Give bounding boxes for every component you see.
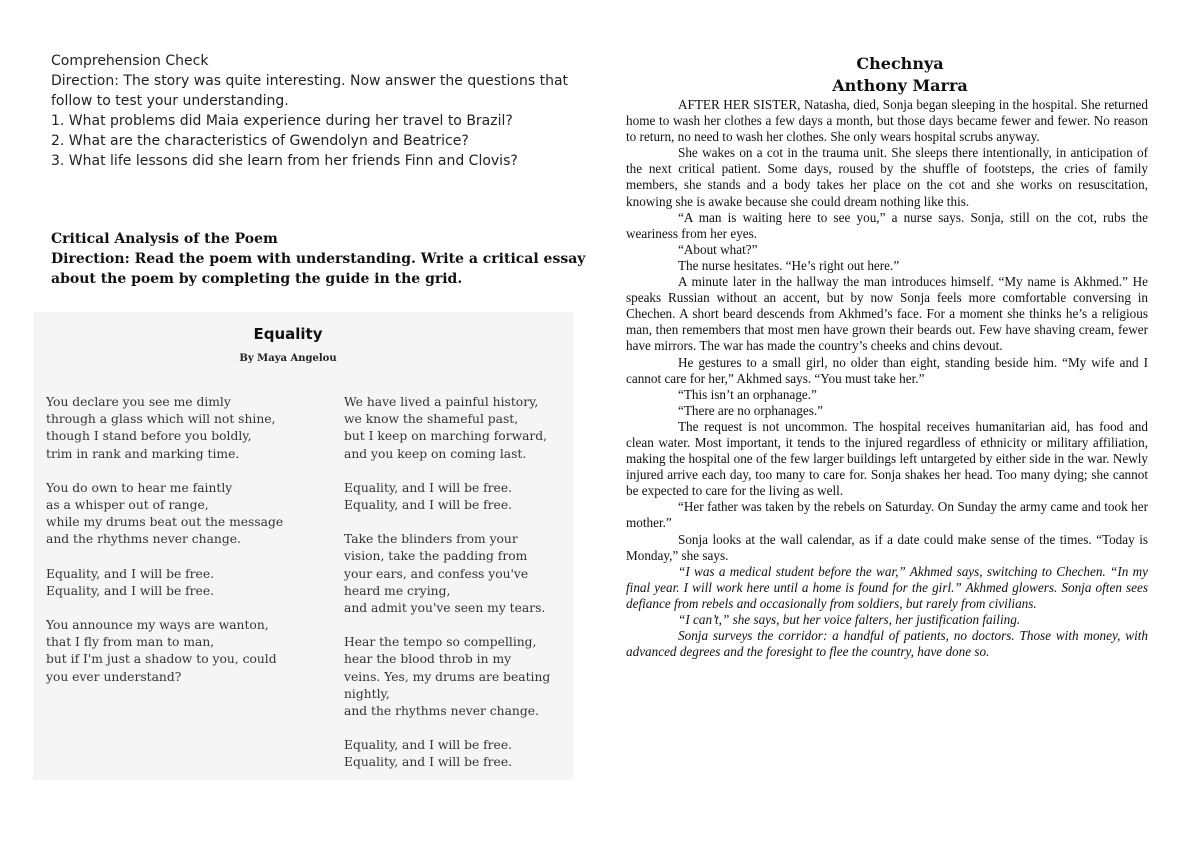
story-paragraph: AFTER HER SISTER, Natasha, died, Sonja began sleeping in the hospital. She returned home to wash her clothes a few days a month, but those days became fewer and fewer. No reason to return, no need to wash her clothes. She only wears hospital scrubs anyway.: [626, 97, 1148, 145]
poem-line: your ears, and confess you've: [344, 566, 529, 581]
poem-line: heard me crying,: [344, 583, 451, 598]
poem-column-left: [46, 394, 336, 703]
poem-line: You announce my ways are wanton,: [46, 618, 269, 633]
poem-line: hear the blood throb in my: [344, 652, 512, 667]
story-paragraph: A minute later in the hallway the man introduces himself. “My name is Akhmed.” He speaks Russian without an accent, but by now Sonja feels more comfortable conversing in Chechen. A short beard descends from Akhmed’s face. For a moment she thinks he’s a religious man, then remembers that most men have grown their beards out. Few have shaving cream, fewer have mirrors. The war has made the country’s cheeks and chins devout.: [626, 274, 1148, 354]
poem-line: and the rhythms never change.: [46, 532, 241, 547]
poem-line: Equality, and I will be free.: [344, 738, 513, 753]
poem-line: and admit you've seen my tears.: [344, 601, 546, 616]
poem-line: Equality, and I will be free.: [344, 755, 513, 770]
poem-author: By Maya Angelou: [239, 353, 337, 364]
story-paragraph: “This isn’t an orphanage.”: [678, 386, 817, 402]
story-paragraph: “Her father was taken by the rebels on Saturday. On Sunday the army came and took her mother.”: [626, 499, 1148, 531]
poem-line: Equality, and I will be free.: [46, 583, 215, 598]
poem-line: we know the shameful past,: [344, 412, 519, 427]
story-paragraph: “A man is waiting here to see you,” a nurse says. Sonja, still on the cot, rubs the weariness from her eyes.: [626, 209, 1148, 241]
poem-line: though I stand before you boldly,: [46, 429, 252, 444]
poem-line: You declare you see me dimly: [46, 395, 231, 409]
poem-column-right: [344, 394, 569, 789]
story-paragraph: The request is not uncommon. The hospital receives humanitarian aid, has food and clean water. Most important, it tends to the injured regardless of ethnicity or military affiliation, making the hospital one of the few larger buildings left untargeted by either side in the war. Newly injured arrive each day, too many to care for. Sonja shakes her head. Too many dying; she cannot be expected to care for the living as well.: [626, 418, 1148, 499]
question-2: 2. What are the characteristics of Gwendolyn and Beatrice?: [51, 133, 469, 149]
poem-line: through a glass which will not shine,: [46, 412, 276, 427]
story-author: Anthony Marra: [832, 76, 968, 95]
poem-line: while my drums beat out the message: [46, 515, 284, 530]
poem-line: Hear the tempo so compelling,: [344, 635, 537, 650]
poem-line: We have lived a painful history,: [344, 395, 539, 409]
story-paragraph: He gestures to a small girl, no older than eight, standing beside him. “My wife and I cannot care for her,” Akhmed says. “You must take her.”: [626, 354, 1148, 386]
poem-line: and you keep on coming last.: [344, 446, 527, 461]
poem-line: trim in rank and marking time.: [46, 446, 240, 461]
poem-stanza: [46, 566, 336, 600]
question-1: 1. What problems did Maia experience during her travel to Brazil?: [51, 113, 513, 129]
poem-stanza: [344, 394, 569, 463]
poem-line: nightly,: [344, 686, 390, 701]
poem-stanza: [46, 617, 336, 686]
poem-line: you ever understand?: [46, 669, 182, 684]
poem-stanza: [344, 480, 569, 514]
poem-stanza: [46, 394, 336, 463]
critical-analysis-direction-line: Direction: Read the poem with understanding. Write a critical essay: [51, 251, 586, 267]
poem-line: Equality, and I will be free.: [46, 566, 215, 581]
poem-line: Equality, and I will be free.: [344, 498, 513, 513]
poem-line: as a whisper out of range,: [46, 498, 209, 513]
poem-stanza: [344, 737, 569, 771]
poem-title: Equality: [253, 325, 323, 343]
story-paragraph: “About what?”: [678, 241, 758, 257]
story-paragraph: She wakes on a cot in the trauma unit. She sleeps there intentionally, in anticipation of the next critical patient. Some days, roused by the shuffle of footsteps, the cries of family members, she stands and a body takes her place on the cot and she works on resuscitation, knowing she is awake because she could dream nothing like this.: [626, 145, 1148, 209]
poem-stanza: [344, 634, 569, 720]
poem-line: You do own to hear me faintly: [46, 480, 233, 495]
comprehension-direction-line: Direction: The story was quite interesting. Now answer the questions that: [51, 73, 569, 89]
story-paragraph: “I was a medical student before the war,” Akhmed says, switching to Chechen. “In my final year. I will work here until a home is found for the girl.” Akhmed glowers. Sonja often sees defiance from rebels and occasionally from soldiers, but rarely from civilians.: [626, 563, 1148, 611]
poem-line: and the rhythms never change.: [344, 704, 539, 719]
story-title: Chechnya: [856, 54, 944, 73]
poem-line: but if I'm just a shadow to you, could: [46, 652, 277, 667]
poem-stanza: [344, 531, 569, 617]
poem-line: vision, take the padding from: [344, 549, 528, 564]
story-paragraph: “I can’t,” she says, but her voice falters, her justification failing.: [678, 612, 1021, 627]
critical-analysis-direction-line: about the poem by completing the guide in the grid.: [51, 271, 463, 287]
comprehension-check-title: Comprehension Check: [51, 53, 209, 69]
question-3: 3. What life lessons did she learn from her friends Finn and Clovis?: [51, 153, 518, 169]
poem-line: but I keep on marching forward,: [344, 429, 548, 444]
critical-analysis-section: [51, 229, 591, 289]
poem-line: that I fly from man to man,: [46, 635, 215, 650]
poem-line: veins. Yes, my drums are beating: [344, 669, 551, 684]
comprehension-direction-line: follow to test your understanding.: [51, 93, 289, 109]
comprehension-check-section: [51, 51, 591, 171]
poem-line: Equality, and I will be free.: [344, 480, 513, 495]
story-paragraph: The nurse hesitates. “He’s right out here.”: [678, 257, 900, 273]
poem-stanza: [46, 480, 336, 549]
poem-line: Take the blinders from your: [344, 532, 518, 547]
story-body: [626, 97, 1148, 660]
poem-image: [33, 312, 573, 780]
story-paragraph: Sonja surveys the corridor: a handful of patients, no doctors. Those with money, with advanced degrees and the foresight to flee the country, have done so.: [626, 628, 1148, 660]
critical-analysis-title: Critical Analysis of the Poem: [51, 231, 278, 247]
story-paragraph: “There are no orphanages.”: [678, 402, 823, 418]
story-paragraph: Sonja looks at the wall calendar, as if a date could make sense of the times. “Today is Monday,” she says.: [626, 531, 1148, 563]
